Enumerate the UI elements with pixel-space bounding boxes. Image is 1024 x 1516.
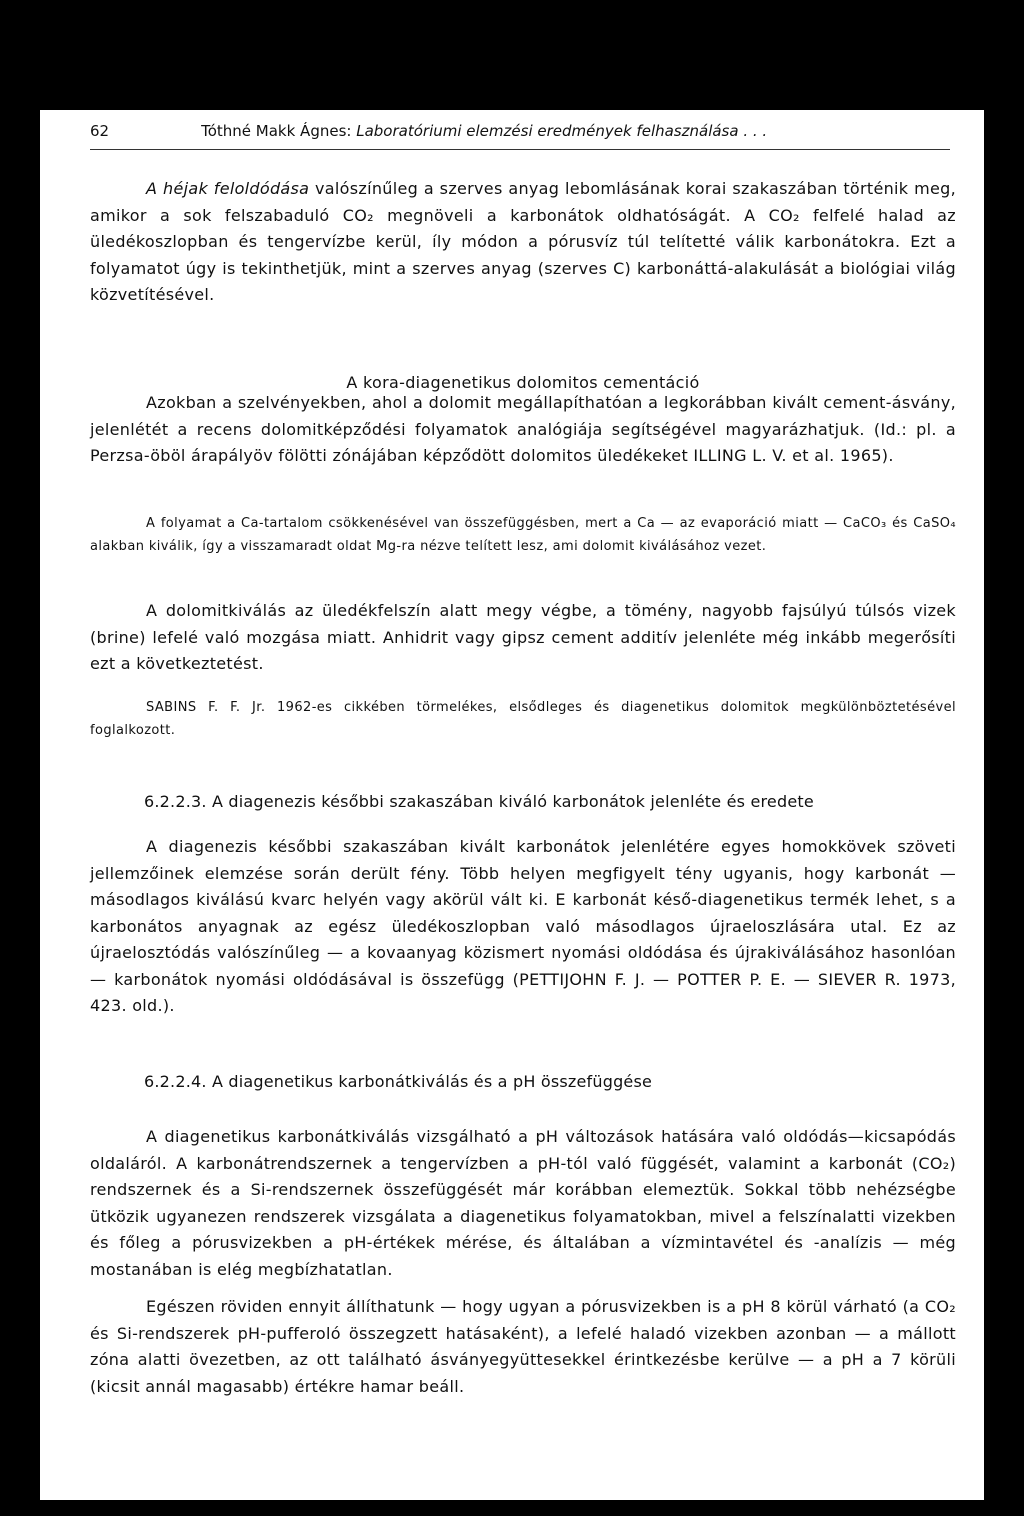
paragraph-ph-relationship: A diagenetikus karbonátkiválás vizsgálható a pH változások hatására való oldódás—kicsapódás oldaláról. A karbonátrendszernek a tengervízben a pH-tól való függését, valamint a karbonát (CO₂) rendszernek és a Si-rendszernek összefüggését már korábban elemeztük. Sokkal több nehézségbe ütközik ugyanezen rendszerek vizsgálata a diagenetikus folyamatokban, mivel a felszínalatti vizekben és főleg a pórusvizekben a pH-értékek mérése, és általában a vízmintavétel és -analízis — még mostanában is elég megbízhatatlan. — [90, 1127, 956, 1279]
note-ca-content: A folyamat a Ca-tartalom csökkenésével van összefüggésben, mert a Ca — az evaporáció miatt — CaCO₃ és CaSO₄ alakban kiválik, így a visszamaradt oldat Mg-ra nézve telített lesz, ami dolomit kiválásához vezet. — [90, 516, 956, 554]
section-heading-6224: 6.2.2.4. A diagenetikus karbonátkiválás és a pH összefüggése — [144, 1072, 653, 1091]
paragraph-body: valószínűleg a szerves anyag lebomlásának korai szakaszában történik meg, amikor a sok felszabaduló CO₂ megnöveli a karbonátok oldhatóságát. A CO₂ felfelé halad az üledékoszlopban és tengervízbe kerül, íly módon a pórusvíz túl telítetté válik karbonátokra. Ezt a folyamatot úgy is tekinthetjük, mint a szerves anyag (szerves C) karbonáttá-alakulását a biológiai világ közvetítésével. — [90, 179, 956, 304]
paragraph-dolomite-precipitation: A dolomitkiválás az üledékfelszín alatt megy végbe, a tömény, nagyobb fajsúlyú túlsós vizek (brine) lefelé való mozgása miatt. Anhidrit vagy gipsz cement additív jelenléte még inkább megerősíti ezt a következtetést. — [90, 601, 956, 673]
paragraph-shell-dissolution — [90, 176, 956, 309]
section-heading-6223: 6.2.2.3. A diagenezis későbbi szakaszában kiváló karbonátok jelenléte és eredete — [144, 792, 814, 811]
paragraph-lead: A héjak feloldódása — [146, 179, 310, 198]
header-rule — [90, 149, 950, 150]
header-book-title: Laboratóriumi elemzési eredmények felhasználása . . . — [356, 122, 768, 140]
paragraph-dolomite-cement: Azokban a szelvényekben, ahol a dolomit megállapíthatóan a legkorábban kivált cement-ásvány, jelenlétét a recens dolomitképződési folyamatok analógiája segítségével magyarázhatjuk. (Id.: pl. a Perzsa-öböl árapályöv fölötti zónájában képződött dolomitos üledékeket ILLING L. V. et al. 1965). — [90, 393, 956, 465]
paragraph-pore-water-ph: Egészen röviden ennyit állíthatunk — hogy ugyan a pórusvizekben is a pH 8 körül várható (a CO₂ és Si-rendszerek pH-pufferoló összegzett hatásaként), a lefelé haladó vizekben azonban — a mállott zóna alatti övezetben, az ott található ásványegyüttesekkel érintkezésbe kerülve — a pH a 7 körüli (kicsit annál magasabb) értékre hamar beáll. — [90, 1297, 956, 1396]
header-title — [201, 122, 767, 140]
header-author: Tóthné Makk Ágnes: — [201, 122, 352, 140]
paragraph-late-diagenesis: A diagenezis későbbi szakaszában kivált karbonátok jelenlétére egyes homokkövek szöveti jellemzőinek elemzése során derült fény. Több helyen megfigyelt tény ugyanis, hogy karbonát — másodlagos kiválású kvarc helyén vagy akörül vált ki. E karbonát késő-diagenetikus termék lehet, s a karbonátos anyagnak az egész üledékoszlopban való másodlagos újraeloszlására utal. Ez az újraelosztódás valószínűleg — a kovaanyag közismert nyomási oldódása és újrakiválásához hasonlóan — karbonátok nyomási oldódásával is összefügg (PETTIJOHN F. J. — POTTER P. E. — SIEVER R. 1973, 423. old.). — [90, 837, 956, 1015]
running-header — [90, 122, 950, 140]
note-sabins: SABINS F. F. Jr. 1962-es cikkében törmelékes, elsődleges és diagenetikus dolomitok megkülönböztetésével foglalkozott. — [90, 700, 956, 738]
section-heading-early-dolomite: A kora-diagenetikus dolomitos cementáció — [346, 373, 700, 392]
page-number: 62 — [90, 122, 110, 140]
